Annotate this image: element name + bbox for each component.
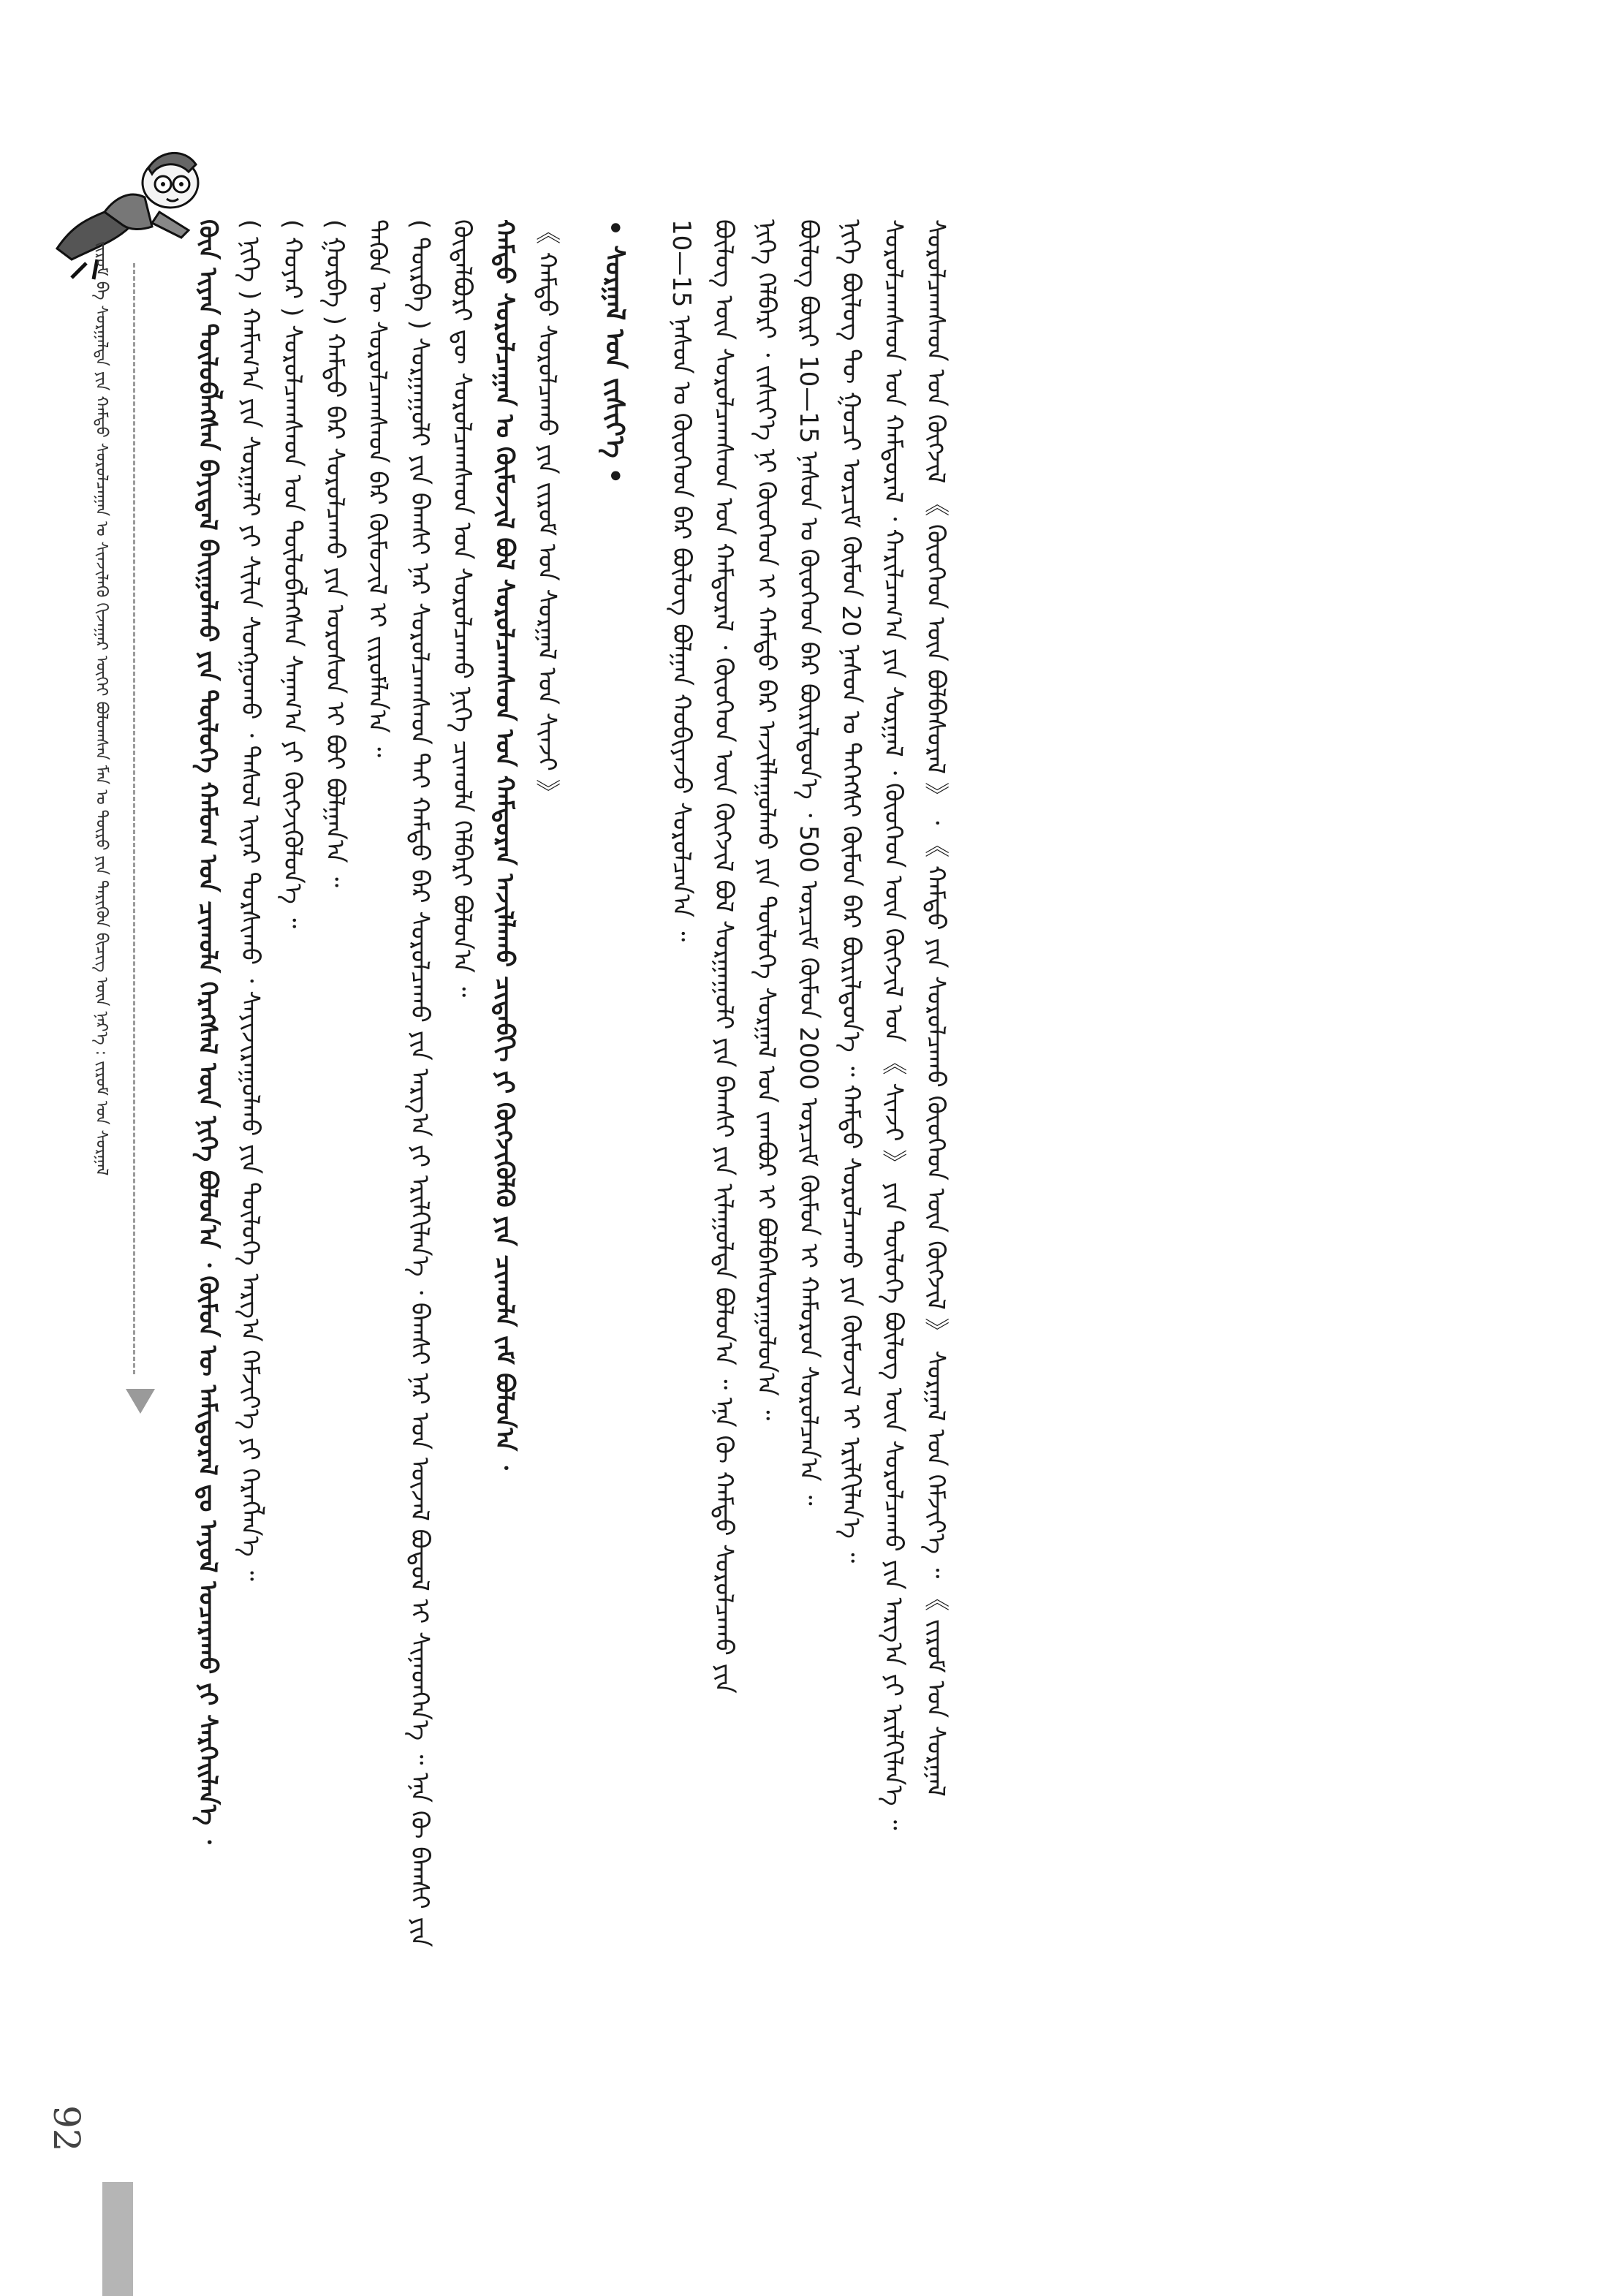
running-header: ᠵᠢᠷᠤᠮ ᠪᠠ ᠰᠤᠷᠭᠠᠯᠲᠠ ᠶᠢᠨ ᠬᠠᠮᠲᠤ ᠰᠤᠷᠤᠯᠴᠠᠭᠠᠨ ᠤ ᠰᠢᠨᠵᠢᠯᠡᠬᠦ ᠬᠢᠵᠠᠭᠠᠷ ᠦᠭᠡᠢ ᠪᠣᠯᠣᠭᠰᠠᠨ ᠮᠠᠨ ᠤ ᠲᠥᠷᠥ ᠶᠢᠨ ᠲᠡᠷᠢᠭᠦᠨ ᠪᠢᠴᠢᠭ ᠦᠨ ᠨᠡᠷ᠎ᠡ : ᠵᠢᠷᠤᠮ ᠤᠨ ᠰᠤᠷᠭᠠᠯ [92,241,110,1176]
text-line: ᠨᠢᠭᠡ ᠬᠡᠯᠪᠡᠷᠢ ᠂ ᠵᠢᠱᠢᠶ᠎ᠡ ᠨᠢ ᠬᠦᠦᠬᠡᠳ ᠢ ᠬᠠᠮᠲᠤ ᠪᠡᠷ ᠠᠵᠢᠯᠯᠠᠭᠤᠯᠬᠤ ᠶᠢᠨ ᠲᠥᠯᠥᠭᠡ ᠰᠤᠷᠭᠠᠯ ᠤᠨ ᠵᠠᠭᠪᠤᠷ ᠢ ᠪᠣᠯᠪᠠᠰᠤᠷᠠᠭᠤᠯᠤᠨ᠎ᠠ ᠃ [751,219,781,1421]
text-line: ᠬᠥᠲᠡᠯᠪᠦᠷᠢ ᠳᠦ ᠰᠤᠷᠤᠯᠴᠠᠭᠰᠠᠳ ᠤᠨ ᠰᠤᠷᠤᠯᠴᠠᠬᠤ ᠨᠢᠭᠡ ᠴᠢᠬᠤᠯᠠ ᠬᠡᠯᠪᠡᠷᠢ ᠪᠣᠯᠤᠨ᠎ᠠ ᠃ [447,219,477,998]
margin-dashed-rule [133,263,135,1374]
text-line: ( ᠳᠥᠷᠪᠡ ) ᠰᠤᠷᠭᠠᠭᠤᠯᠢ ᠶᠢᠨ ᠪᠠᠭᠰᠢ ᠨᠠᠷ ᠰᠤᠷᠤᠯᠴᠠᠭᠰᠠᠳ ᠲᠠᠢ ᠬᠠᠮᠲᠤ ᠪᠡᠷ ᠰᠤᠷᠤᠯᠴᠠᠬᠤ ᠶᠢᠨ ᠠᠷᠭ᠎ᠠ ᠶᠢ ᠡᠷᠢᠯᠬᠢᠯᠡᠨ᠎ᠡ ᠂ ᠪᠠᠭᠰᠢ ᠨᠠᠷ ᠤᠨ ᠦᠵᠡᠯ ᠪᠣᠳᠤᠯ ᠢ ᠰᠢᠨᠡᠳᠬᠡᠨ᠎ᠡ ᠃ ᠡᠨᠡ ᠬᠦ ᠪᠠᠭᠰᠢ ᠶᠢᠨ [405,219,434,1947]
section-heading: • ᠰᠤᠷᠭᠠᠯ ᠤᠨ ᠵᠢᠱᠢᠶ᠎ᠡ • [599,219,629,485]
text-line: ( ᠨᠢᠭᠡ ) ᠬᠠᠮᠢᠭ᠎ᠠ ᠶᠢᠨ ᠰᠤᠷᠭᠠᠯᠢ ᠶᠢ ᠰᠢᠯᠢᠨ ᠰᠣᠩᠭᠣᠬᠤ ᠂ ᠳᠠᠰᠤᠯ ᠢᠶᠡᠷ ᠲᠤᠷᠰᠢᠬᠤ ᠂ ᠰᠠᠶᠢᠵᠢᠷᠠᠭᠤᠯᠬᠤ ᠶᠢᠨ ᠲᠥᠯᠥᠭᠡ ᠠᠷᠭ᠎ᠠ ᠬᠡᠮᠵᠢᠶ᠎ᠡ ᠶᠢ ᠬᠡᠷᠡᠭᠯᠡᠨ᠎ᠡ ᠃ [235,219,265,1581]
text-line: ᠲᠡᠭᠦᠨ ᠦ ᠰᠤᠷᠤᠯᠴᠠᠭᠰᠠᠳ ᠪᠡᠷ ᠬᠦᠮᠦᠵᠢᠯ ᠢ ᠵᠢᠷᠤᠮᠯᠠᠨ᠎ᠠ ᠃ [363,219,392,758]
text-line: ᠬᠦᠨ ᠢᠶᠡᠨ ᠲᠥᠯᠥᠪᠯᠡᠭᠰᠡᠨ ᠪᠠᠶᠢᠳᠠᠯ ᠪᠠᠢᠭᠤᠯᠬᠤ ᠶᠢᠨ ᠲᠥᠯᠥᠭᠡ ᠬᠠᠮᠤᠭ ᠤᠨ ᠴᠢᠬᠤᠯᠠ ᠬᠡᠷᠡᠭᠰᠡᠯ ᠦᠨ ᠨᠢᠭᠡ ᠪᠣᠯᠤᠨ᠎ᠠ ᠂ ᠬᠦᠮᠦᠨ ᠦ ᠠᠮᠢᠳᠤᠷᠠᠯ ᠳᠤ ᠠᠶᠤᠯ ᠤᠴᠠᠷᠠᠬᠤ ᠶᠢ ᠰᠡᠷᠭᠡᠢᠯᠡᠨ᠎ᠡ ᠂ [193,219,222,1844]
triangle-marker-icon [126,1389,155,1414]
text-line: 《 ᠬᠠᠮᠲᠤ ᠰᠤᠷᠤᠯᠴᠠᠬᠤ ᠶᠢᠨ ᠵᠢᠷᠤᠮ ᠤᠨ ᠰᠤᠷᠭᠠᠯ ᠤᠨ ᠰᠢᠨᠵᠢ 》 [532,219,561,804]
text-line: ᠪᠦᠯᠦᠭ ᠪᠦᠷᠢ 10—15 ᠨᠠᠰᠤᠨ ᠤ ᠬᠦᠦᠬᠡᠳ ᠪᠡᠷ ᠪᠦᠷᠢᠯᠳᠦᠨ᠎ᠡ ᠂ 500 ᠣᠷᠴᠢᠮ ᠬᠦᠮᠦᠨ 2000 ᠣᠷᠴᠢᠮ ᠬᠦᠮᠦᠨ ᠢ ᠬᠠᠮᠤᠷᠤᠨ ᠰᠤᠷᠤᠯᠴᠠᠨ᠎ᠠ ᠃ [794,219,823,1506]
page-edge-tab [102,2182,133,2296]
page-number: 92 [45,2105,88,2152]
text-line: 10—15 ᠨᠠᠰᠤᠨ ᠤ ᠬᠦᠦᠬᠡᠳ ᠪᠡᠷ ᠪᠦᠯᠦᠭ ᠪᠣᠯᠭᠠᠨ ᠬᠤᠪᠢᠶᠠᠵᠤ ᠰᠤᠷᠤᠯᠴᠠᠨ᠎ᠠ ᠃ [667,219,696,942]
text-line: ᠪᠦᠯᠦᠭ ᠦᠨ ᠰᠤᠷᠤᠯᠴᠠᠭᠰᠠᠳ ᠤᠨ ᠬᠠᠮᠲᠤᠷᠠᠯ ᠂ ᠬᠦᠦᠬᠡᠳ ᠦᠨ ᠬᠥᠭᠵᠢᠯ ᠪᠣᠯ ᠰᠤᠷᠭᠠᠭᠤᠯᠢ ᠶᠢᠨ ᠪᠠᠭᠰᠢ ᠶᠢᠨ ᠢᠯᠠᠭᠤᠯᠲᠠ ᠪᠣᠯᠤᠨ᠎ᠠ ᠃ ᠡᠨᠡ ᠬᠦ ᠬᠠᠮᠲᠤ ᠰᠤᠷᠤᠯᠴᠠᠬᠤ ᠶᠢᠨ [709,219,738,1694]
text-line: ᠰᠤᠷᠤᠯᠴᠠᠭᠰᠠᠳ ᠤᠨ ᠬᠠᠮᠲᠤᠷᠠᠯ ᠂ ᠬᠠᠷᠢᠯᠴᠠᠭ᠎ᠠ ᠶᠢᠨ ᠰᠤᠷᠭᠠᠯ ᠂ ᠬᠦᠦᠬᠡᠳ ᠦᠨ ᠬᠥᠭᠵᠢᠯ ᠤᠨ 《 ᠰᠢᠨᠵᠢ 》 ᠶᠢᠨ ᠲᠥᠯᠥᠭᠡ ᠪᠦᠯᠦᠭ ᠦᠨ ᠰᠤᠷᠤᠯᠴᠠᠬᠤ ᠶᠢᠨ ᠠᠷᠭ᠎ᠠ ᠶᠢ ᠡᠷᠢᠯᠬᠢᠯᠡᠨ᠎ᠡ ᠃ [879,219,908,1830]
text-line: ᠬᠠᠮᠲᠤ ᠰᠤᠷᠤᠯᠴᠠᠭᠠᠨ ᠤ ᠬᠦᠮᠦᠵᠢᠯ ᠪᠣᠯ ᠰᠤᠷᠤᠯᠴᠠᠭᠰᠠᠳ ᠤᠨ ᠬᠠᠮᠲᠤᠷᠠᠨ ᠠᠵᠢᠯᠯᠠᠬᠤ ᠴᠢᠳᠠᠪᠬᠢ ᠶᠢ ᠬᠥᠭᠵᠢᠭᠦᠯᠬᠦ ᠶᠢᠨ ᠴᠢᠬᠤᠯᠠ ᠵᠠᠮ ᠪᠣᠯᠤᠨ᠎ᠠ ᠂ [490,219,519,1470]
text-line: ᠰᠤᠷᠤᠯᠴᠠᠭᠰᠠᠳ ᠤᠨ ᠬᠥᠭᠵᠢᠯ 《 ᠬᠦᠦᠬᠡᠳ ᠦᠨ ᠪᠣᠯᠪᠠᠰᠤᠷᠠᠯ 》 ᠂ 《 ᠬᠠᠮᠲᠤ ᠶᠢᠨ ᠰᠤᠷᠤᠯᠴᠠᠬᠤ ᠬᠦᠦᠬᠡᠳ ᠦᠨ ᠬᠥᠭᠵᠢᠯ 》 ᠰᠤᠷᠭᠠᠯ ᠤᠨ ᠬᠡᠮᠵᠢᠶ᠎ᠡ ᠃ 《 ᠵᠢᠷᠤᠮ ᠤᠨ ᠰᠤᠷᠭᠠᠯ [921,219,950,1797]
text-line: ( ᠭᠤᠷᠪᠠ ) ᠬᠠᠮᠲᠤ ᠪᠡᠷ ᠰᠤᠷᠤᠯᠴᠠᠬᠤ ᠶᠢᠨ ᠤᠷᠤᠰᠤᠨ ᠢ ᠪᠤᠢ ᠪᠣᠯᠭᠠᠨ᠎ᠠ ᠃ [320,219,349,887]
text-line: ᠨᠢᠭᠡ ᠪᠦᠯᠦᠭ ᠲᠦ ᠭᠤᠴᠢ ᠣᠷᠴᠢᠮ ᠬᠦᠮᠦᠨ 20 ᠨᠠᠰᠤᠨ ᠤ ᠳᠡᠭᠡᠭᠰᠢ ᠬᠦᠮᠦᠨ ᠪᠡᠷ ᠪᠦᠷᠢᠯᠳᠦᠨ᠎ᠡ ᠃ ᠬᠠᠮᠲᠤ ᠰᠤᠷᠤᠯᠴᠠᠬᠤ ᠶᠢᠨ ᠬᠦᠮᠦᠵᠢᠯ ᠢ ᠡᠷᠢᠯᠬᠢᠯᠡᠨ᠎ᠡ ᠃ [836,219,865,1564]
text-line: ( ᠬᠣᠶᠠᠷ ) ᠰᠤᠷᠤᠯᠴᠠᠭᠰᠠᠳ ᠤᠨ ᠲᠥᠯᠥᠪᠯᠡᠭᠰᠡᠨ ᠰᠠᠨᠠᠭ᠎ᠠ ᠶᠢ ᠬᠥᠭᠵᠢᠭᠦᠯᠦᠨ᠎ᠡ ᠃ [278,219,307,928]
main-text-body [186,219,1385,2164]
mascot-illustration-icon [42,139,211,285]
